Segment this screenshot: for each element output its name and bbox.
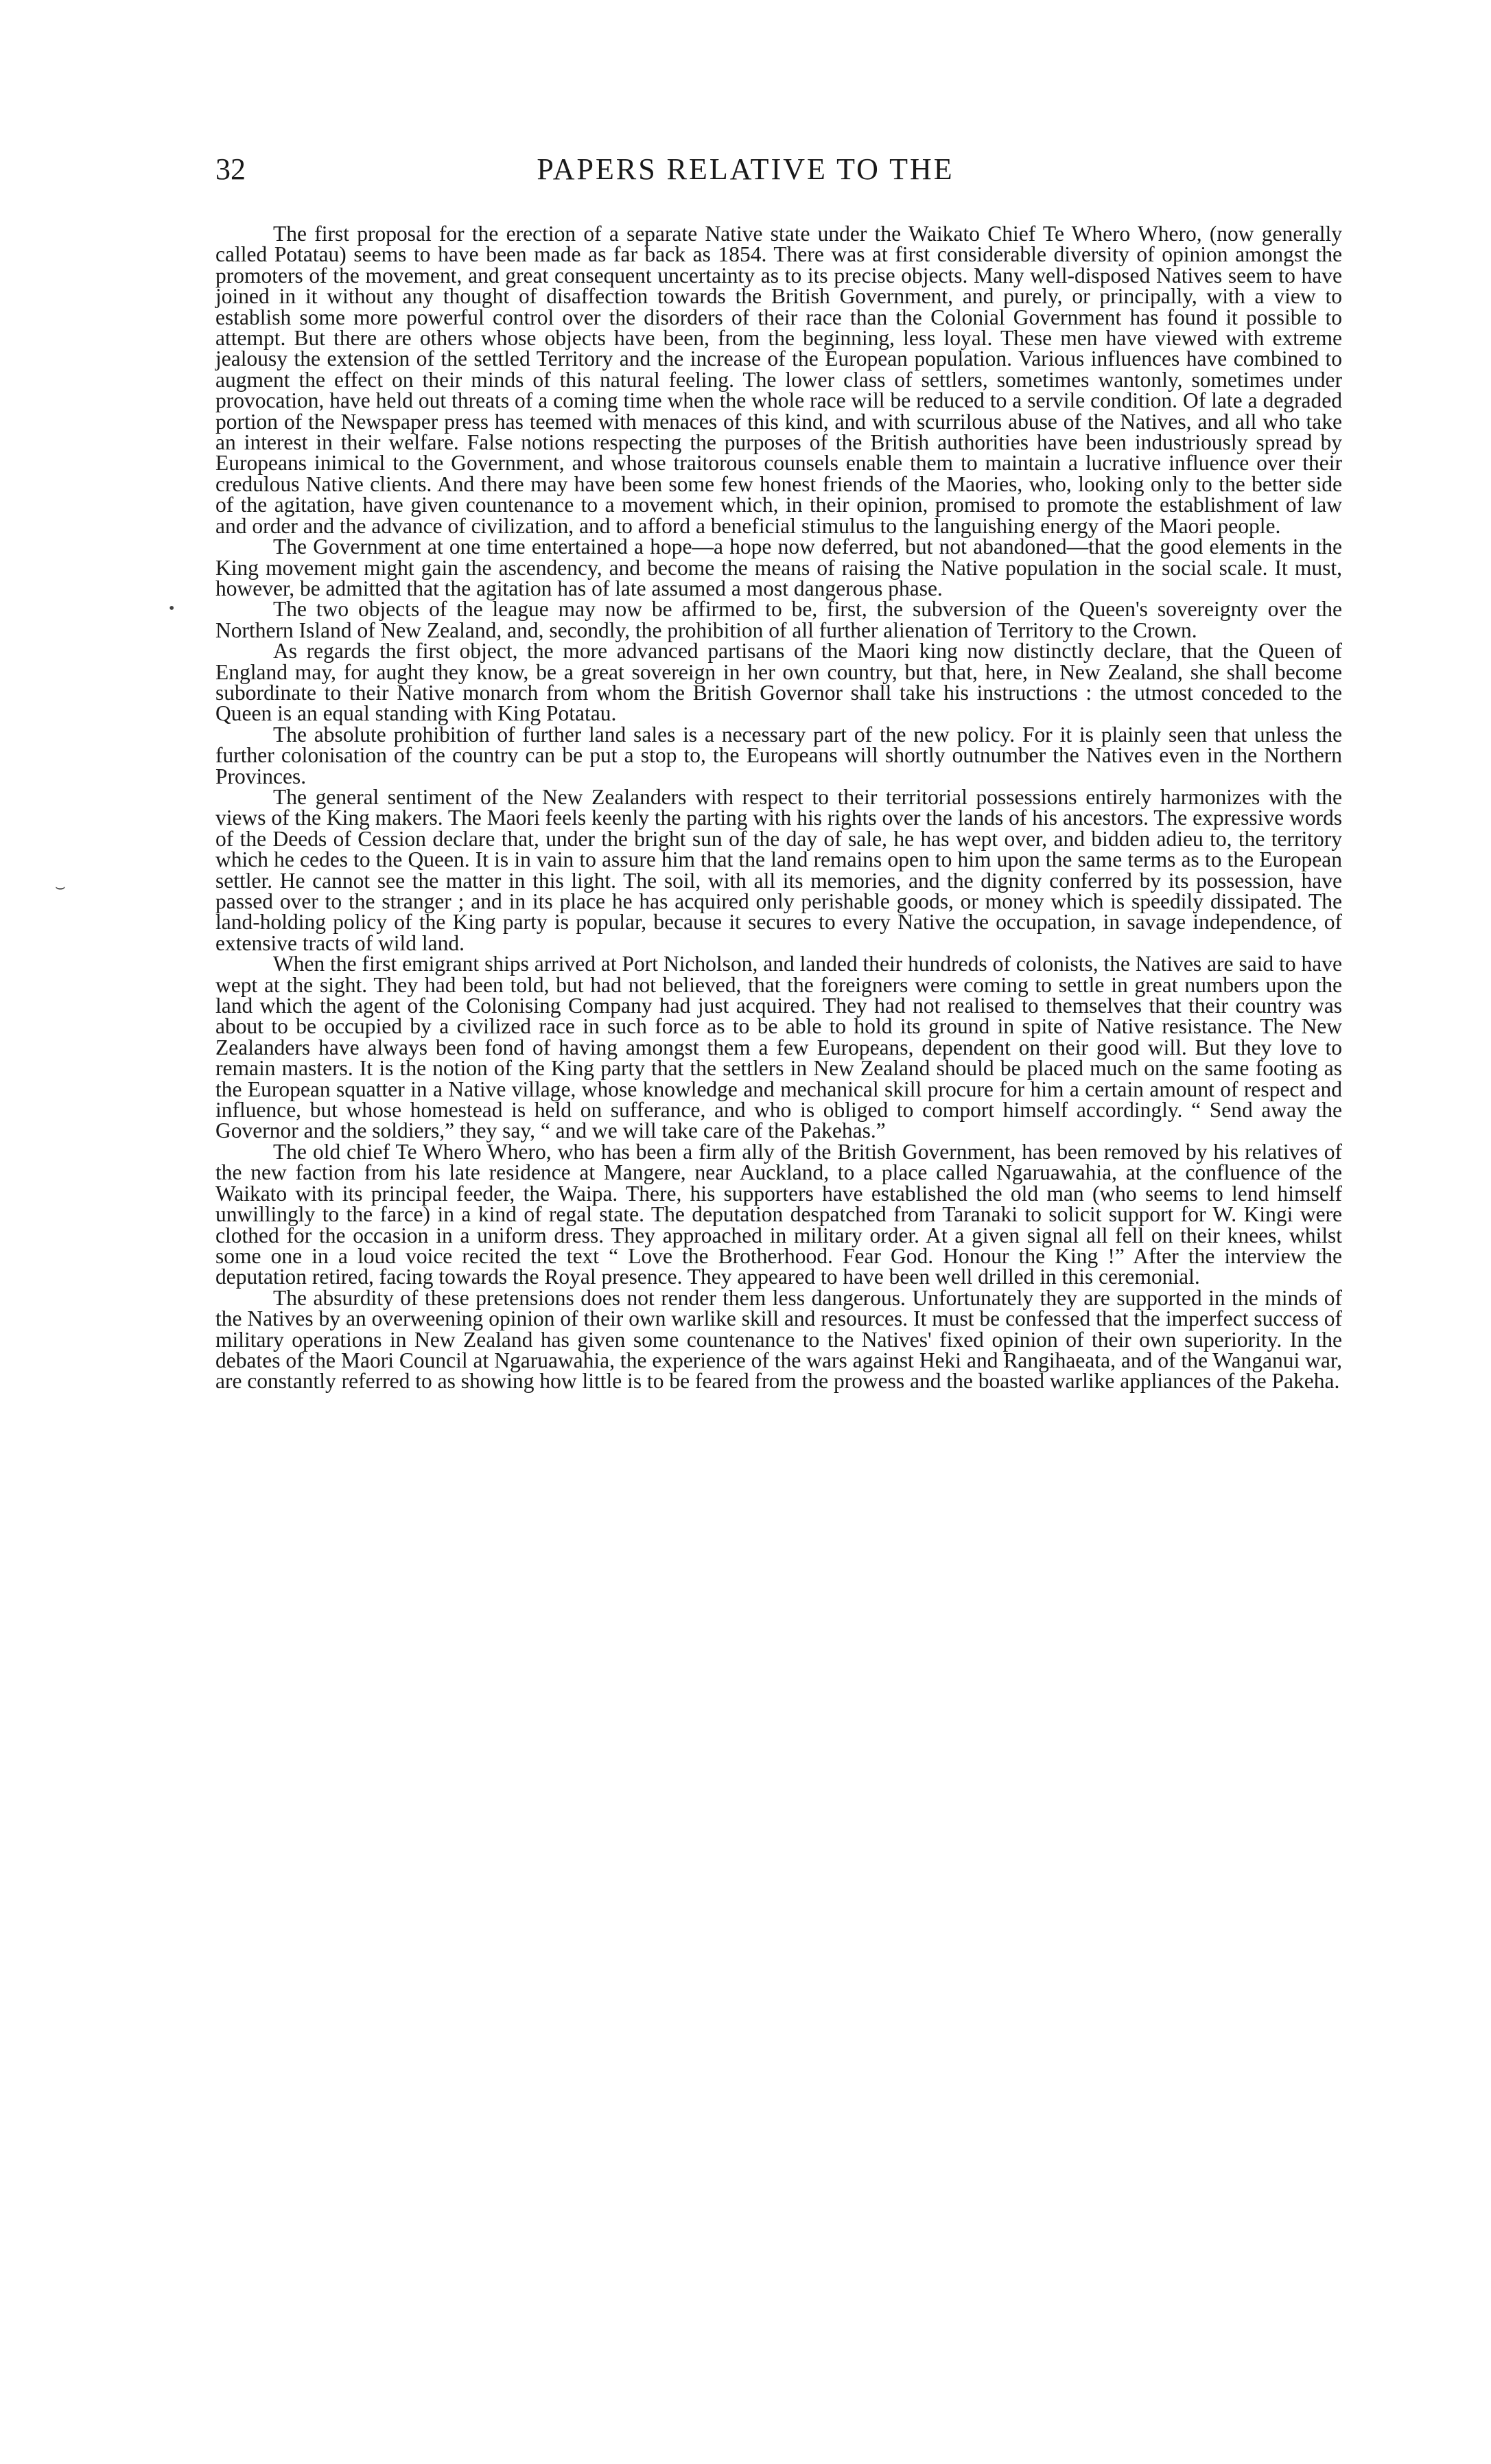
paragraph: The general sentiment of the New Zealanders with respect to their territorial possessions entirely harmonizes with the views of the King makers. The Maori feels keenly the parting with his rights over the lands of his ancestors. The expressive words of the Deeds of Cession declare that, under the bright sun of the day of sale, he has wept over, and bidden adieu to, the territory which he cedes to the Queen. It is in vain to assure him that the land remains open to him upon the same terms as to the European settler. He cannot see the matter in this light. The soil, with all its memories, and the dignity conferred by its possession, have passed over to the stranger ; and in its place he has acquired only perishable goods, or money which is speedily dissipated. The land-holding policy of the King party is popular, because it secures to every Native the occupation, in savage independence, of extensive tracts of wild land. <box>215 784 1342 955</box>
margin-dot: • <box>169 600 175 618</box>
running-head: PAPERS RELATIVE TO THE <box>537 152 954 186</box>
paragraph: The old chief Te Whero Whero, who has been a firm ally of the British Government, has been removed by his relatives of the new faction from his late residence at Mangere, near Auckland, to a place called Ngaruawahia, at the confluence of the Waikato with its principal feeder, the Waipa. There, his supporters have established the old man (who seems to lend himself unwillingly to the farce) in a kind of regal state. The deputation despatched from Taranaki to solicit support for W. Kingi were clothed for the occasion in a uniform dress. They approached in military order. At a given signal all fell on their knees, whilst some one in a loud voice recited the text “ Love the Brotherhood. Fear God. Honour the King !” After the interview the deputation retired, facing towards the Royal presence. They appeared to have been well drilled in this ceremonial. <box>215 1139 1342 1289</box>
body-text <box>215 224 1342 1392</box>
paragraph: The Government at one time entertained a hope—a hope now deferred, but not abandoned—that the good elements in the King movement might gain the ascendency, and become the means of raising the Native population in the social scale. It must, however, be admitted that the agitation has of late assumed a most dangerous phase. <box>215 535 1342 600</box>
paragraph: The absurdity of these pretensions does not render them less dangerous. Unfortunately they are supported in the minds of the Natives by an overweening opinion of their own warlike skill and resources. It must be confessed that the imperfect success of military operations in New Zealand has given some countenance to the Natives' fixed opinion of their own superiority. In the debates of the Maori Council at Ngaruawahia, the experience of the wars against Heki and Rangihaeata, and of the Wanganui war, are constantly referred to as showing how little is to be feared from the prowess and the boasted warlike appliances of the Pakeha. <box>215 1285 1342 1394</box>
paragraph: The two objects of the league may now be affirmed to be, first, the subversion of the Queen's sovereignty over the Northern Island of New Zealand, and, secondly, the prohibition of all further alienation of Territory to the Crown. <box>215 597 1342 642</box>
margin-dash: ⌣ <box>55 878 66 896</box>
page-number: 32 <box>215 152 246 186</box>
paragraph: The first proposal for the erection of a separate Native state under the Waikato Chief Te Whero Whero, (now generally called Potatau) seems to have been made as far back as 1854. There was at first considerable diversity of opinion amongst the promoters of the movement, and great consequent uncertainty as to its precise objects. Many well-disposed Natives seem to have joined in it without any thought of disaffection towards the British Government, and purely, or principally, with a view to establish some more powerful control over the disorders of their race than the Colonial Government has found it possible to attempt. But there are others whose objects have been, from the beginning, less loyal. These men have viewed with extreme jealousy the extension of the settled Territory and the increase of the European population. Various influences have combined to augment the effect on their minds of this natural feeling. The lower class of settlers, sometimes wantonly, sometimes under provocation, have held out threats of a coming time when the whole race will be reduced to a servile condition. Of late a degraded portion of the Newspaper press has teemed with menaces of this kind, and with scurrilous abuse of the Natives, and all who take an interest in their welfare. False notions respecting the purposes of the British authorities have been industriously spread by Europeans inimical to the Government, and whose traitorous counsels enable them to maintain a lucrative influence over their credulous Native clients. And there may have been some few honest friends of the Maories, who, looking only to the better side of the agitation, have given countenance to a movement which, in their opinion, promised to promote the establishment of law and order and the advance of civilization, and to afford a beneficial stimulus to the languishing energy of the Maori people. <box>215 222 1342 538</box>
paragraph: The absolute prohibition of further land sales is a necessary part of the new policy. For it is plainly seen that unless the further colonisation of the country can be put a stop to, the Europeans will shortly outnumber the Natives even in the Northern Provinces. <box>215 722 1342 788</box>
paragraph: As regards the first object, the more advanced partisans of the Maori king now distinctly declare, that the Queen of England may, for aught they know, be a great sovereign in her own country, but that, here, in New Zealand, she shall become subordinate to their Native monarch from whom the British Governor shall take his instructions : the utmost conceded to the Queen is an equal standing with King Potatau. <box>215 639 1342 726</box>
paragraph: When the first emigrant ships arrived at Port Nicholson, and landed their hundreds of colonists, the Natives are said to have wept at the sight. They had been told, but had not believed, that the foreigners were coming to settle in great numbers upon the land which the agent of the Colonising Company had just acquired. They had not realised to themselves that their country was about to be occupied by a civilized race in such force as to be able to hold its ground in spite of Native resistance. The New Zealanders have always been fond of having amongst them a few Europeans, dependent on their good will. But they love to remain masters. It is the notion of the King party that the settlers in New Zealand should be placed much on the same footing as the European squatter in a Native village, whose knowledge and mechanical skill procure for him a certain amount of respect and influence, but whose homestead is held on sufferance, and who is obliged to comport himself accordingly. “ Send away the Governor and the soldiers,” they say, “ and we will take care of the Pakehas.” <box>215 952 1342 1143</box>
